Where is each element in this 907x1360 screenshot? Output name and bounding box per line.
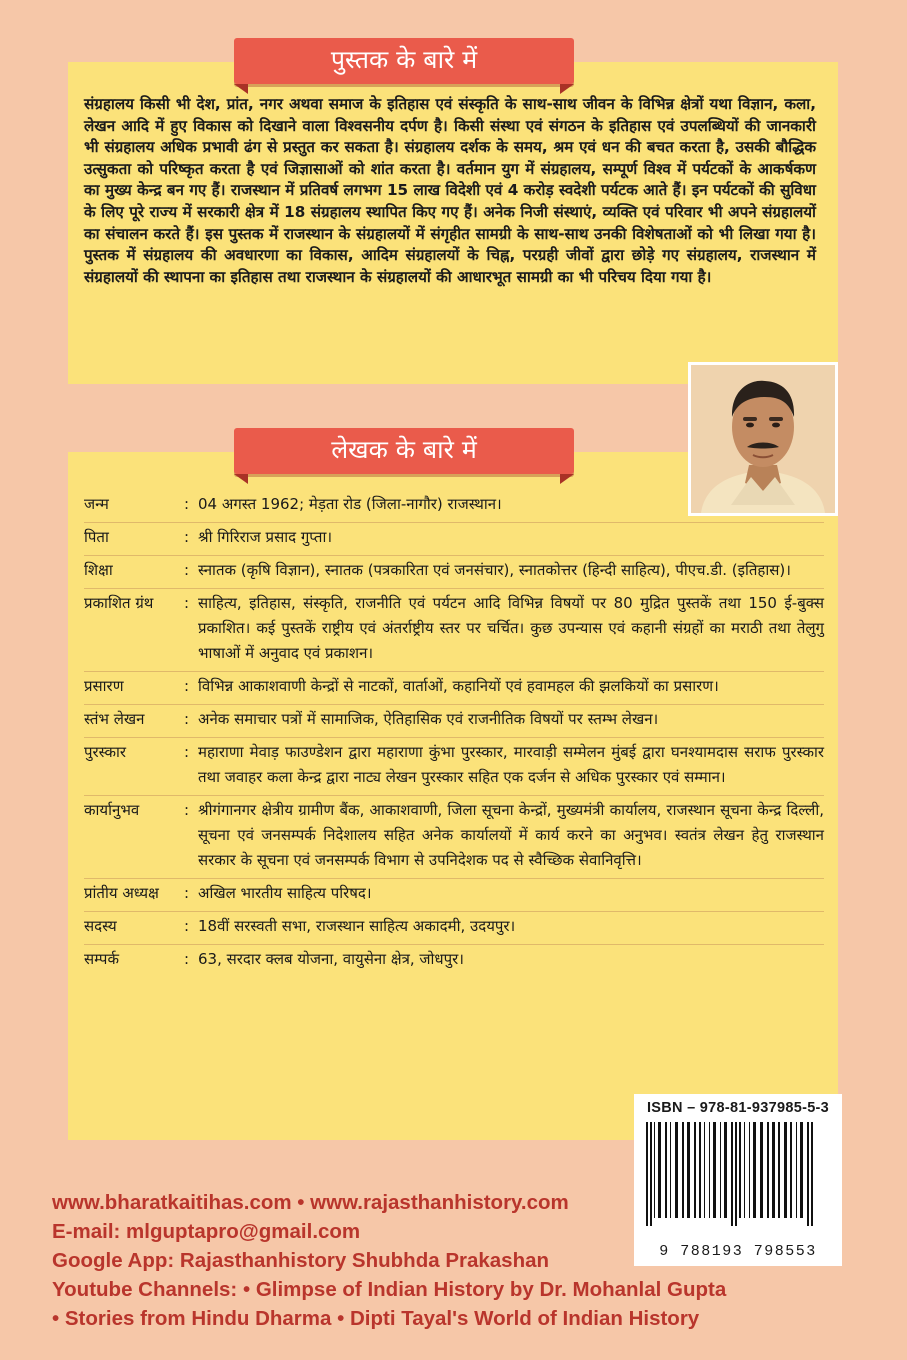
info-row-president	[84, 879, 824, 912]
info-colon: :	[184, 561, 190, 579]
info-row-education	[84, 556, 824, 589]
info-colon: :	[184, 495, 190, 513]
info-colon: :	[184, 950, 190, 968]
author-photo	[688, 362, 838, 516]
info-row-experience	[84, 796, 824, 879]
info-colon: :	[184, 884, 190, 902]
info-value: स्नातक (कृषि विज्ञान), स्नातक (पत्रकारिता एवं जनसंचार), स्नातकोत्तर (हिन्दी साहित्य), पीएच.डी. (इतिहास)।	[198, 561, 791, 579]
info-label: प्रकाशित ग्रंथ	[84, 594, 154, 612]
info-row-member	[84, 912, 824, 945]
info-value: महाराणा मेवाड़ फाउण्डेशन द्वारा महाराणा कुंभा पुरस्कार, मारवाड़ी सम्मेलन मुंबई द्वारा घनश्यामदास सराफ पुरस्कार तथा जवाहर कला केन्द्र द्वारा नाट्य लेखन पुरस्कार सहित एक दर्जन से अधिक पुरस्कार एवं सम्मान।	[198, 743, 824, 786]
info-label: प्रसारण	[84, 677, 124, 695]
about-book-heading: पुस्तक के बारे में	[234, 38, 574, 84]
info-colon: :	[184, 801, 190, 819]
info-label: प्रांतीय अध्यक्ष	[84, 884, 159, 902]
contact-info	[52, 1188, 872, 1333]
info-row-contact	[84, 945, 824, 977]
info-row-column-writing	[84, 705, 824, 738]
info-value: विभिन्न आकाशवाणी केन्द्रों से नाटकों, वार्ताओं, कहानियों एवं हवामहल की झलकियों का प्रसारण।	[198, 677, 719, 695]
info-label: जन्म	[84, 495, 109, 513]
info-value: 63, सरदार क्लब योजना, वायुसेना क्षेत्र, जोधपुर।	[198, 950, 464, 968]
info-row-broadcast	[84, 672, 824, 705]
isbn-digits: 9 788193 798553	[659, 1243, 817, 1260]
info-value: अखिल भारतीय साहित्य परिषद।	[198, 884, 372, 902]
youtube-channels-line-2: • Stories from Hindu Dharma • Dipti Tayal's World of Indian History	[52, 1307, 700, 1330]
info-label: स्तंभ लेखन	[84, 710, 145, 728]
info-label: सम्पर्क	[84, 950, 119, 968]
youtube-channels-line-1: Youtube Channels: • Glimpse of Indian History by Dr. Mohanlal Gupta	[52, 1278, 727, 1301]
info-row-publications	[84, 589, 824, 672]
info-row-father	[84, 523, 824, 556]
info-value: अनेक समाचार पत्रों में सामाजिक, ऐतिहासिक एवं राजनीतिक विषयों पर स्तम्भ लेखन।	[198, 710, 659, 728]
author-info-table	[84, 490, 824, 977]
info-value: श्री गिरिराज प्रसाद गुप्ता।	[198, 528, 333, 546]
info-colon: :	[184, 677, 190, 695]
info-colon: :	[184, 594, 190, 612]
info-label: शिक्षा	[84, 561, 113, 579]
info-colon: :	[184, 710, 190, 728]
isbn-label: ISBN – 978-81-937985-5-3	[646, 1100, 830, 1116]
info-value: 04 अगस्त 1962; मेड़ता रोड (जिला-नागौर) राजस्थान।	[198, 495, 502, 513]
info-label: पिता	[84, 528, 109, 546]
about-author-heading: लेखक के बारे में	[234, 428, 574, 474]
info-colon: :	[184, 743, 190, 761]
info-row-awards	[84, 738, 824, 796]
about-book-text: संग्रहालय किसी भी देश, प्रांत, नगर अथवा समाज के इतिहास एवं संस्कृति के साथ-साथ जीवन के विभिन्न क्षेत्रों यथा विज्ञान, कला, लेखन आदि में हुए विकास को दिखाने वाला विश्वसनीय दर्पण है। किसी संस्था एवं संगठन के इतिहास एवं उपलब्धियों की जानकारी भी संग्रहालय अधिक प्रभावी ढंग से प्रस्तुत कर सकता है। संग्रहालय दर्शक के समय, श्रम एवं धन की बचत करता है, उसकी बौद्धिक उत्सुकता को परिष्कृत करता है एवं जिज्ञासाओं को शांत करता है। वर्तमान युग में संग्रहालय, सम्पूर्ण विश्व में पर्यटकों के आकर्षकण का मुख्य केन्द्र बन गए हैं। राजस्थान में प्रतिवर्ष लगभग 15 लाख विदेशी एवं 4 करोड़ स्वदेशी पर्यटक आते हैं। इन पर्यटकों की सुविधा के लिए पूरे राज्य में सरकारी क्षेत्र में 18 संग्रहालय स्थापित किए गए हैं। अनेक निजी संस्थाएं, व्यक्ति एवं परिवार भी अपने संग्रहालयों का संचालन करते हैं। इस पुस्तक में राजस्थान के संग्रहालयों में संगृहीत सामग्री के साथ-साथ उनकी विशेषताओं को भी लिखा गया है। पुस्तक में संग्रहालय की अवधारणा का विकास, आदिम संग्रहालयों के चिह्न, परग्रही जीवों द्वारा छोड़े गए संग्रहालय, राजस्थान में संग्रहालयों की स्थापना का इतिहास तथा राजस्थान के संग्रहालयों की आधारभूत सामग्री का भी परिचय दिया गया है।	[84, 95, 816, 286]
info-value: साहित्य, इतिहास, संस्कृति, राजनीति एवं पर्यटन आदि विभिन्न विषयों पर 80 मुद्रित पुस्तकें तथा 150 ई-बुक्स प्रकाशित। कई पुस्तकें राष्ट्रीय एवं अंतर्राष्ट्रीय स्तर पर चर्चित। कुछ उपन्यास एवं कहानी संग्रहों का मराठी तथा तेलुगु भाषाओं में अनुवाद एवं प्रकाशन।	[198, 594, 824, 662]
info-label: पुरस्कार	[84, 743, 127, 761]
info-value: श्रीगंगानगर क्षेत्रीय ग्रामीण बैंक, आकाशवाणी, जिला सूचना केन्द्रों, मुख्यमंत्री कार्यालय, राजस्थान सूचना केन्द्र दिल्ली, सूचना एवं जनसम्पर्क निदेशालय सहित अनेक कार्यालयों में कार्य करने का अनुभव। स्वतंत्र लेखन हेतु राजस्थान सरकार के सूचना एवं जनसम्पर्क विभाग से उपनिदेशक पद से स्वैच्छिक सेवानिवृत्ति।	[198, 801, 824, 869]
website-links[interactable]: www.bharatkaitihas.com • www.rajasthanhistory.com	[52, 1191, 569, 1214]
info-label: कार्यानुभव	[84, 801, 140, 819]
author-portrait-image	[691, 365, 835, 513]
info-colon: :	[184, 917, 190, 935]
google-app-text: Google App: Rajasthanhistory Shubhda Prakashan	[52, 1249, 550, 1272]
info-colon: :	[184, 528, 190, 546]
info-label: सदस्य	[84, 917, 117, 935]
email-link[interactable]: E-mail: mlguptapro@gmail.com	[52, 1220, 361, 1243]
info-value: 18वीं सरस्वती सभा, राजस्थान साहित्य अकादमी, उदयपुर।	[198, 917, 516, 935]
